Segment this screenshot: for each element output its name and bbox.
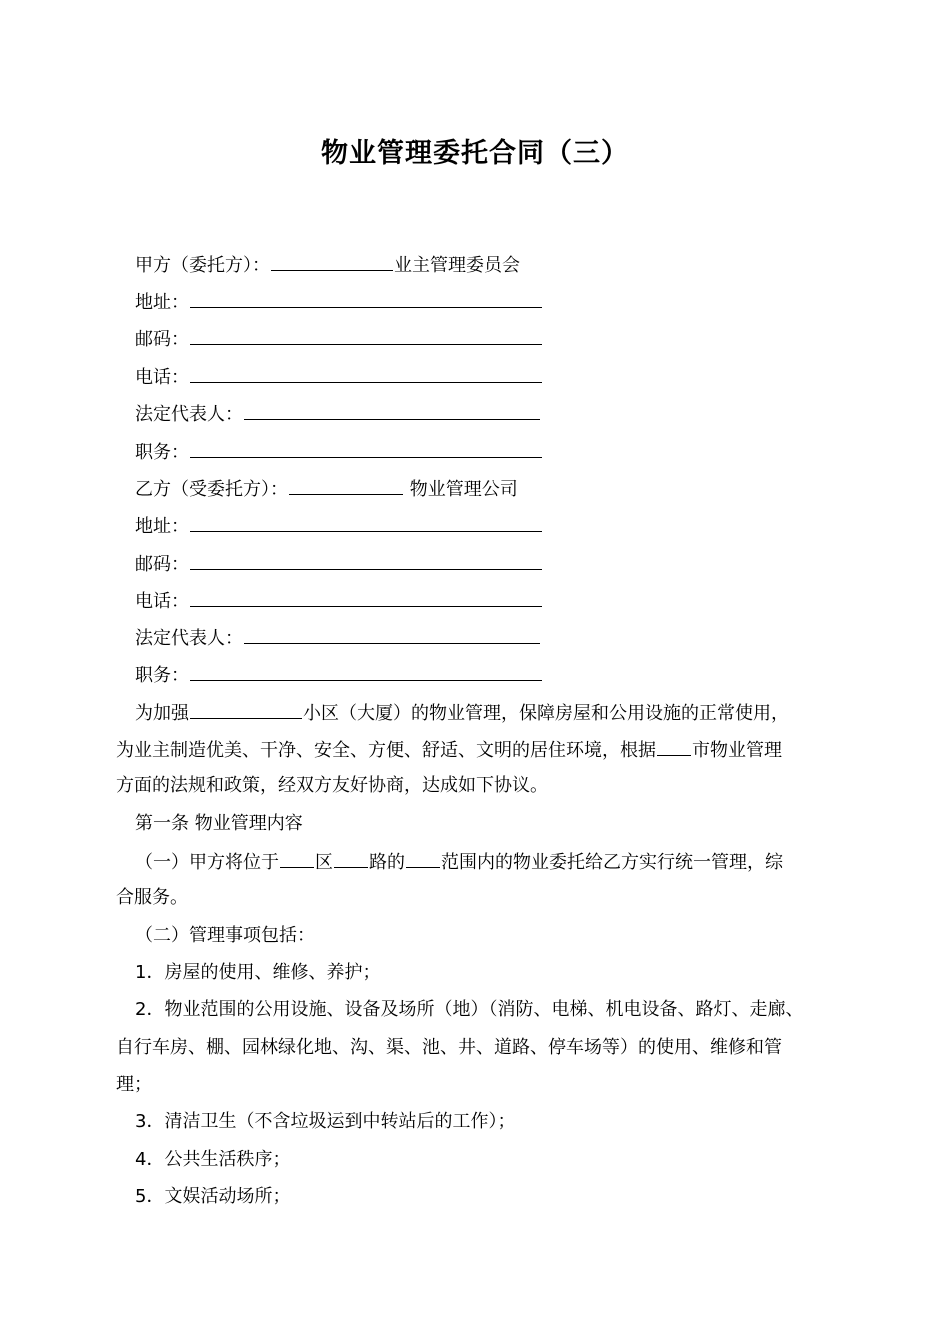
party-a-postcode-label: 邮码： (135, 329, 189, 350)
party-a-address-blank (190, 289, 542, 308)
party-a-rep-line (135, 401, 541, 427)
party-b-line (135, 476, 518, 502)
party-a-postcode-line (135, 326, 543, 352)
party-a-name-blank (271, 252, 393, 271)
preamble-text: 为业主制造优美、干净、安全、方便、舒适、文明的居住环境，根据 (116, 740, 656, 761)
item-text: 区 (315, 852, 333, 873)
party-b-phone-label: 电话： (135, 591, 189, 612)
preamble-text: 为加强 (135, 703, 189, 724)
list-item-continued: 自行车房、棚、园林绿化地、沟、渠、池、井、道路、停车场等）的使用、维修和管 (116, 1037, 782, 1058)
preamble-text: 方面的法规和政策，经双方友好协商，达成如下协议。 (116, 775, 548, 796)
party-b-suffix: 物业管理公司 (409, 479, 518, 500)
party-a-address-line (135, 289, 543, 315)
party-a-postcode-blank (190, 326, 542, 345)
article-heading (135, 812, 303, 836)
item-text: 范围内的物业委托给乙方实行统一管理，综 (441, 852, 783, 873)
community-name-blank (190, 700, 302, 719)
party-a-suffix: 业主管理委员会 (394, 255, 520, 276)
party-a-rep-blank (244, 401, 540, 420)
list-item: 1．房屋的使用、维修、养护； (135, 962, 381, 983)
party-b-address-line (135, 513, 543, 539)
item-text: （一）甲方将位于 (135, 852, 279, 873)
party-b-position-line (135, 662, 543, 688)
article-item-1-line-2 (116, 886, 188, 910)
district-blank (280, 849, 314, 868)
party-b-postcode-label: 邮码： (135, 554, 189, 575)
party-a-label: 甲方（委托方）： (135, 255, 270, 276)
article-item-1-line-1 (135, 849, 783, 875)
party-b-postcode-blank (190, 551, 542, 570)
list-item: 2．物业范围的公用设施、设备及场所（地）（消防、电梯、机电设备、路灯、走廊、 (135, 999, 804, 1020)
party-a-phone-blank (190, 364, 542, 383)
preamble-line-2 (116, 737, 782, 763)
party-a-address-label: 地址： (135, 292, 189, 313)
item-text: 路的 (369, 852, 405, 873)
road-blank (334, 849, 368, 868)
range-blank (406, 849, 440, 868)
party-b-rep-label: 法定代表人： (135, 628, 243, 649)
party-a-position-line (135, 439, 543, 465)
party-a-phone-line (135, 364, 543, 390)
preamble-line-3 (116, 774, 548, 798)
party-a-phone-label: 电话： (135, 367, 189, 388)
party-b-name-blank (289, 476, 403, 495)
party-a-position-blank (190, 439, 542, 458)
list-item: 5．文娱活动场所； (135, 1186, 291, 1207)
city-name-blank (657, 737, 691, 756)
party-b-phone-line (135, 588, 543, 614)
item-text: 合服务。 (116, 887, 188, 908)
list-item-continued: 理； (116, 1074, 152, 1095)
party-b-postcode-line (135, 551, 543, 577)
party-b-position-label: 职务： (135, 665, 189, 686)
article-heading-text: 第一条 物业管理内容 (135, 813, 303, 834)
list-item: 4．公共生活秩序； (135, 1149, 291, 1170)
party-b-address-blank (190, 513, 542, 532)
party-b-rep-line (135, 625, 541, 651)
item-text: （二）管理事项包括： (135, 925, 315, 946)
party-a-rep-label: 法定代表人： (135, 404, 243, 425)
party-b-label: 乙方（受委托方）： (135, 479, 288, 500)
party-b-address-label: 地址： (135, 516, 189, 537)
article-item-2 (135, 924, 315, 948)
preamble-text: 市物业管理 (692, 740, 782, 761)
preamble-line-1 (135, 700, 789, 726)
list-item: 3．清洁卫生（不含垃圾运到中转站后的工作）； (135, 1111, 516, 1132)
party-a-line (135, 252, 520, 278)
party-a-position-label: 职务： (135, 442, 189, 463)
preamble-text: 小区（大厦）的物业管理，保障房屋和公用设施的正常使用， (303, 703, 789, 724)
document-title: 物业管理委托合同（三） (321, 138, 629, 169)
party-b-rep-blank (244, 625, 540, 644)
party-b-phone-blank (190, 588, 542, 607)
party-b-position-blank (190, 662, 542, 681)
